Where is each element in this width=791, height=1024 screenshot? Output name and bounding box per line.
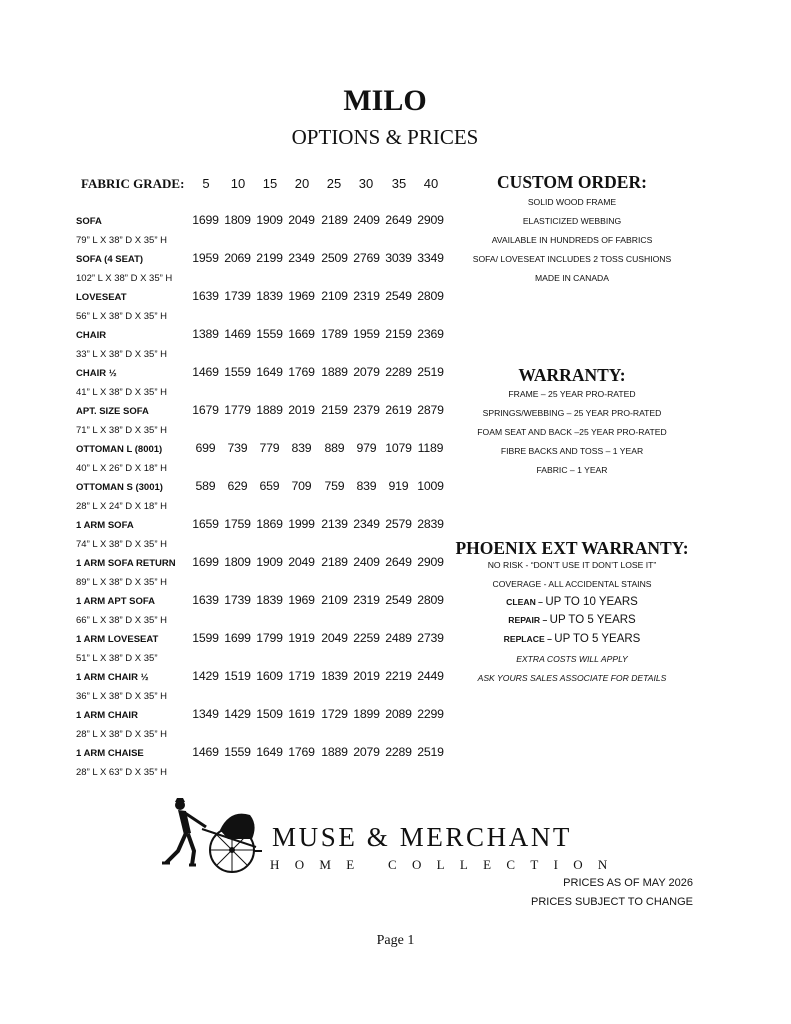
price-cell: 839 (291, 441, 312, 455)
phoenix-replace (452, 633, 692, 645)
price-cell: 1469 (192, 745, 219, 759)
price-cell: 2769 (353, 251, 380, 265)
price-cell: 2809 (417, 593, 444, 607)
clean-label: CLEAN – (506, 597, 543, 607)
price-cell: 2379 (353, 403, 380, 417)
price-cell: 1189 (417, 441, 444, 455)
price-cell: 2909 (417, 555, 444, 569)
fabric-grade-header: 10 (230, 176, 246, 191)
price-cell: 1609 (256, 669, 283, 683)
price-cell: 2349 (288, 251, 315, 265)
price-cell: 1719 (288, 669, 315, 683)
price-cell: 2189 (321, 213, 348, 227)
price-cell: 1739 (224, 593, 251, 607)
price-cell: 1559 (224, 365, 251, 379)
price-cell: 1839 (256, 593, 283, 607)
price-cell: 2519 (417, 745, 444, 759)
price-cell: 1509 (256, 707, 283, 721)
price-cell: 1789 (321, 327, 348, 341)
custom-order-line: ELASTICIZED WEBBING (522, 216, 622, 226)
price-cell: 1769 (288, 745, 315, 759)
price-cell: 1809 (224, 213, 251, 227)
product-dimensions: 51” L X 38” D X 35” (76, 653, 158, 664)
price-cell: 1909 (256, 213, 283, 227)
price-cell: 1619 (288, 707, 315, 721)
product-name: CHAIR ½ (76, 368, 117, 379)
price-cell: 1759 (224, 517, 251, 531)
phoenix-clean (452, 596, 692, 608)
price-cell: 2069 (224, 251, 251, 265)
fabric-grade-header: 30 (358, 176, 374, 191)
product-dimensions: 56” L X 38” D X 35” H (76, 311, 167, 322)
price-cell: 3349 (417, 251, 444, 265)
price-cell: 779 (259, 441, 280, 455)
price-cell: 2549 (385, 289, 412, 303)
price-cell: 2019 (288, 403, 315, 417)
product-name: 1 ARM CHAIR ½ (76, 672, 149, 683)
warranty-line: FRAME – 25 YEAR PRO-RATED (508, 389, 636, 399)
product-dimensions: 40” L X 26” D X 18” H (76, 463, 167, 474)
price-cell: 1429 (192, 669, 219, 683)
price-cell: 589 (195, 479, 216, 493)
price-cell: 2369 (417, 327, 444, 341)
price-cell: 1889 (321, 745, 348, 759)
price-cell: 2199 (256, 251, 283, 265)
custom-order-line: SOFA/ LOVESEAT INCLUDES 2 TOSS CUSHIONS (472, 254, 672, 264)
product-name: SOFA (4 SEAT) (76, 254, 144, 265)
price-cell: 1839 (256, 289, 283, 303)
price-cell: 2319 (353, 289, 380, 303)
product-dimensions: 79” L X 38” D X 35” H (76, 235, 167, 246)
product-dimensions: 66” L X 38” D X 35” H (76, 615, 167, 626)
price-cell: 1349 (192, 707, 219, 721)
price-cell: 2619 (385, 403, 412, 417)
product-name: 1 ARM APT SOFA (76, 596, 155, 607)
price-cell: 1659 (192, 517, 219, 531)
page-subtitle: OPTIONS & PRICES (291, 125, 479, 149)
fabric-grade-header: 40 (423, 176, 439, 191)
phoenix-repair (452, 614, 692, 626)
price-cell: 2739 (417, 631, 444, 645)
price-cell: 1469 (192, 365, 219, 379)
price-cell: 2809 (417, 289, 444, 303)
price-cell: 889 (324, 441, 345, 455)
phoenix-ask: ASK YOURS SALES ASSOCIATE FOR DETAILS (477, 673, 667, 683)
price-cell: 1959 (192, 251, 219, 265)
price-cell: 1649 (256, 745, 283, 759)
price-cell: 1639 (192, 593, 219, 607)
price-cell: 2409 (353, 213, 380, 227)
price-cell: 2839 (417, 517, 444, 531)
price-cell: 1519 (224, 669, 251, 683)
custom-order-line: SOLID WOOD FRAME (527, 197, 617, 207)
price-cell: 1739 (224, 289, 251, 303)
price-cell: 2139 (321, 517, 348, 531)
price-cell: 1899 (353, 707, 380, 721)
price-cell: 2079 (353, 745, 380, 759)
price-cell: 1079 (385, 441, 412, 455)
price-cell: 3039 (385, 251, 412, 265)
price-cell: 1999 (288, 517, 315, 531)
price-cell: 629 (227, 479, 248, 493)
fabric-grade-header: 5 (202, 176, 210, 191)
product-name: 1 ARM LOVESEAT (76, 634, 159, 645)
warranty-line: FOAM SEAT AND BACK –25 YEAR PRO-RATED (477, 427, 667, 437)
price-cell: 2649 (385, 555, 412, 569)
price-cell: 2489 (385, 631, 412, 645)
phoenix-extra-costs: EXTRA COSTS WILL APPLY (516, 654, 628, 664)
price-cell: 699 (195, 441, 216, 455)
price-cell: 2299 (417, 707, 444, 721)
product-name: 1 ARM SOFA RETURN (76, 558, 176, 569)
price-cell: 1969 (288, 289, 315, 303)
price-cell: 1889 (321, 365, 348, 379)
prices-as-of: PRICES AS OF MAY 2026 (563, 877, 693, 889)
price-cell: 2409 (353, 555, 380, 569)
brand-subtitle: HOME COLLECTION (270, 857, 623, 872)
price-cell: 1649 (256, 365, 283, 379)
page-number: Page 1 (376, 933, 415, 948)
price-cell: 2219 (385, 669, 412, 683)
brand-name: MUSE & MERCHANT (272, 822, 573, 852)
product-dimensions: 28” L X 24” D X 18” H (76, 501, 167, 512)
price-cell: 2079 (353, 365, 380, 379)
price-cell: 1869 (256, 517, 283, 531)
product-name: 1 ARM SOFA (76, 520, 134, 531)
price-cell: 1599 (192, 631, 219, 645)
product-dimensions: 28” L X 63” D X 35” H (76, 767, 167, 778)
price-cell: 2159 (321, 403, 348, 417)
price-cell: 2289 (385, 745, 412, 759)
price-cell: 2879 (417, 403, 444, 417)
price-cell: 1389 (192, 327, 219, 341)
price-cell: 1699 (192, 213, 219, 227)
price-cell: 2109 (321, 593, 348, 607)
price-cell: 2349 (353, 517, 380, 531)
product-name: APT. SIZE SOFA (76, 406, 149, 417)
price-cell: 1969 (288, 593, 315, 607)
fabric-grade-header: 20 (294, 176, 310, 191)
price-cell: 979 (356, 441, 377, 455)
price-cell: 2289 (385, 365, 412, 379)
price-cell: 1669 (288, 327, 315, 341)
phoenix-heading: PHOENIX EXT WARRANTY: (455, 538, 689, 558)
price-cell: 739 (227, 441, 248, 455)
price-cell: 2549 (385, 593, 412, 607)
price-cell: 1559 (256, 327, 283, 341)
price-cell: 1799 (256, 631, 283, 645)
repair-label: REPAIR – (508, 615, 548, 625)
product-name: CHAIR (76, 330, 107, 341)
price-cell: 2909 (417, 213, 444, 227)
warranty-line: SPRINGS/WEBBING – 25 YEAR PRO-RATED (482, 408, 662, 418)
custom-order-heading: CUSTOM ORDER: (497, 172, 647, 192)
product-dimensions: 89” L X 38” D X 35” H (76, 577, 167, 588)
product-name: 1 ARM CHAISE (76, 748, 144, 759)
price-cell: 2579 (385, 517, 412, 531)
product-dimensions: 74” L X 38” D X 35” H (76, 539, 167, 550)
phoenix-no-risk: NO RISK - “DON’T USE IT DON’T LOSE IT” (487, 560, 657, 570)
product-dimensions: 36” L X 38” D X 35” H (76, 691, 167, 702)
price-cell: 1839 (321, 669, 348, 683)
custom-order-line: AVAILABLE IN HUNDREDS OF FABRICS (491, 235, 653, 245)
price-cell: 1559 (224, 745, 251, 759)
price-cell: 1769 (288, 365, 315, 379)
price-cell: 1679 (192, 403, 219, 417)
price-cell: 1909 (256, 555, 283, 569)
product-name: OTTOMAN S (3001) (76, 482, 163, 493)
price-cell: 839 (356, 479, 377, 493)
fabric-grade-label: FABRIC GRADE: (81, 176, 185, 191)
custom-order-line: MADE IN CANADA (534, 273, 609, 283)
price-cell: 2509 (321, 251, 348, 265)
price-cell: 1429 (224, 707, 251, 721)
price-cell: 2649 (385, 213, 412, 227)
phoenix-coverage: COVERAGE - ALL ACCIDENTAL STAINS (492, 579, 652, 589)
prices-subject-to-change: PRICES SUBJECT TO CHANGE (531, 896, 693, 908)
warranty-heading: WARRANTY: (518, 365, 626, 385)
product-dimensions: 33” L X 38” D X 35” H (76, 349, 167, 360)
price-cell: 2049 (288, 213, 315, 227)
price-cell: 1809 (224, 555, 251, 569)
price-cell: 2019 (353, 669, 380, 683)
price-cell: 2089 (385, 707, 412, 721)
price-cell: 2259 (353, 631, 380, 645)
clean-value: UP TO 10 YEARS (545, 596, 638, 608)
price-cell: 2109 (321, 289, 348, 303)
price-cell: 2159 (385, 327, 412, 341)
price-cell: 1919 (288, 631, 315, 645)
replace-value: UP TO 5 YEARS (554, 633, 641, 645)
price-cell: 2049 (321, 631, 348, 645)
price-cell: 1889 (256, 403, 283, 417)
price-cell: 759 (324, 479, 345, 493)
price-cell: 2049 (288, 555, 315, 569)
page-title: MILO (343, 84, 427, 117)
price-cell: 2449 (417, 669, 444, 683)
price-cell: 659 (259, 479, 280, 493)
fabric-grade-header: 25 (326, 176, 342, 191)
product-dimensions: 28” L X 38” D X 35” H (76, 729, 167, 740)
warranty-line: FABRIC – 1 YEAR (536, 465, 608, 475)
replace-label: REPLACE – (503, 634, 552, 644)
price-cell: 1959 (353, 327, 380, 341)
price-cell: 2319 (353, 593, 380, 607)
product-name: LOVESEAT (76, 292, 127, 303)
price-cell: 1639 (192, 289, 219, 303)
price-cell: 1699 (224, 631, 251, 645)
price-cell: 1699 (192, 555, 219, 569)
product-name: 1 ARM CHAIR (76, 710, 138, 721)
fabric-grade-header: 35 (391, 176, 407, 191)
price-cell: 1729 (321, 707, 348, 721)
price-cell: 2189 (321, 555, 348, 569)
product-dimensions: 102” L X 38” D X 35” H (76, 273, 173, 284)
repair-value: UP TO 5 YEARS (549, 614, 636, 626)
warranty-line: FIBRE BACKS AND TOSS – 1 YEAR (500, 446, 644, 456)
price-cell: 709 (291, 479, 312, 493)
price-cell: 2519 (417, 365, 444, 379)
product-dimensions: 71” L X 38” D X 35” H (76, 425, 167, 436)
product-dimensions: 41” L X 38” D X 35” H (76, 387, 167, 398)
price-cell: 1009 (417, 479, 444, 493)
price-cell: 1469 (224, 327, 251, 341)
product-name: OTTOMAN L (8001) (76, 444, 163, 455)
fabric-grade-header: 15 (262, 176, 278, 191)
product-name: SOFA (76, 216, 102, 227)
price-cell: 919 (388, 479, 409, 493)
price-cell: 1779 (224, 403, 251, 417)
